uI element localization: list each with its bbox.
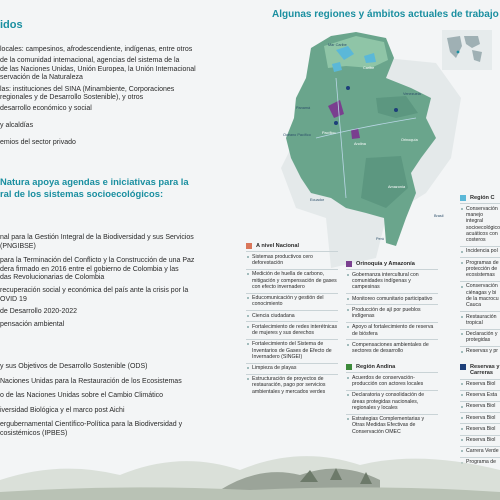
map-label: Ecuador bbox=[310, 198, 325, 202]
list-item: de Desarrollo 2020-2022 bbox=[0, 308, 78, 316]
list-item: Gobernanza intercultural con comunidades indígenas y campesinas bbox=[346, 269, 438, 290]
list-item: o de las Naciones Unidas sobre el Cambio Climático bbox=[0, 392, 164, 400]
list-item: Declaratoria y consolidación de áreas protegidas nacionales, regionales y locales bbox=[346, 390, 438, 411]
landscape-illustration bbox=[0, 420, 500, 500]
box-header: Reservas y Carreras bbox=[460, 362, 500, 379]
map-label: Pacífico bbox=[322, 131, 336, 135]
color-swatch bbox=[460, 195, 466, 201]
list-item: Reserva Esta bbox=[460, 390, 500, 399]
list-item: Declaración y protegidas bbox=[460, 329, 500, 344]
list-item: Sistemas productivos cero deforestación bbox=[246, 251, 338, 266]
map-label: Perú bbox=[376, 237, 385, 241]
map-label: Mar Caribe bbox=[328, 43, 347, 47]
color-swatch bbox=[246, 243, 252, 249]
box-national bbox=[246, 241, 338, 397]
list-item: Estructuración de proyectos de restauración, pago por servicios ambientales y mercados verdes bbox=[246, 374, 338, 395]
list-item: Estrategias Complementarias y Otras Medidas Efectivas de Conservación OMEC bbox=[346, 414, 438, 435]
list-item: Reserva Biol bbox=[460, 435, 500, 444]
list-item: Ciencia ciudadana bbox=[246, 310, 338, 319]
list-item: Reserva Biol bbox=[460, 379, 500, 388]
list-item: desarrollo económico y social bbox=[0, 105, 92, 113]
list-item: Apoyo al fortalecimiento de reserva de biósfera bbox=[346, 322, 438, 337]
list-item: Limpieza de playas bbox=[246, 363, 338, 372]
list-item: Fortalecimiento del Sistema de Inventarios de Gases de Efecto de Invernadero (SINGEI) bbox=[246, 339, 338, 360]
list-item: Medición de huella de carbono, mitigación y compensación de gases con efecto invernadero bbox=[246, 269, 338, 290]
list-item: Programas de protección de ecosistemas bbox=[460, 257, 500, 278]
list-item: Carrera Verde bbox=[460, 446, 500, 455]
map-label: Brasil bbox=[434, 214, 444, 218]
list-item: locales: campesinos, afrodescendiente, indígenas, entre otros bbox=[0, 46, 193, 53]
list-item: Compensaciones ambientales de sectores de desarrollo bbox=[346, 339, 438, 354]
list-item: nal para la Gestión Integral de la Biodiversidad y sus Servicios (PNGIBSE) bbox=[0, 234, 194, 250]
list-item: Conservación ciénagas y bi de la macrocu Cauca bbox=[460, 281, 500, 309]
list-item: y sus Objetivos de Desarrollo Sostenible (ODS) bbox=[0, 363, 148, 370]
list-item: Educomunicación y gestión del conocimiento bbox=[246, 293, 338, 308]
map-label: Venezuela bbox=[403, 92, 421, 96]
box-header: Región Andina bbox=[346, 362, 438, 372]
map-label: Andina bbox=[354, 142, 366, 146]
list-item: Programa de bbox=[460, 457, 500, 466]
list-item: Reserva Biol bbox=[460, 412, 500, 421]
list-item: de la comunidad internacional, agencias del sistema de la de las Naciones Unidas, Unión Europea, la Unión Internacional servación de la Naturaleza bbox=[0, 57, 196, 82]
color-swatch bbox=[460, 364, 466, 370]
list-item: emios del sector privado bbox=[0, 138, 76, 146]
color-swatch bbox=[346, 261, 352, 267]
actors-list bbox=[0, 46, 228, 150]
box-caribe bbox=[460, 193, 500, 357]
box-orinoquia bbox=[346, 259, 438, 357]
map-label: Caribe bbox=[363, 66, 375, 70]
list-item: Fortalecimiento de redes interétnicas de mujeres y sus derechos bbox=[246, 321, 338, 336]
list-item: las: instituciones del SINA (Minambiente, Corporaciones regionales y de Desarrollo Sostenible), y otros bbox=[0, 85, 175, 102]
map-label: Orinoquía bbox=[401, 138, 418, 142]
list-item: Naciones Unidas para la Restauración de los Ecosistemas bbox=[0, 377, 182, 385]
list-item: Reservas y pr bbox=[460, 346, 500, 355]
map-label: Panamá bbox=[296, 106, 311, 110]
box-header: A nivel Nacional bbox=[246, 241, 338, 251]
list-item: para la Terminación del Conflicto y la Construcción de una Paz dera firmado en 2016 entre el gobierno de Colombia y las das Revolucionarias de Colombia bbox=[0, 257, 195, 282]
list-item: Monitoreo comunitario participativo bbox=[346, 293, 438, 302]
section-title-actors: idos bbox=[0, 19, 23, 31]
world-inset-map bbox=[442, 30, 492, 70]
map-label: Océano Pacífico bbox=[283, 133, 311, 137]
map-title: Algunas regiones y ámbitos actuales de trabajo bbox=[272, 9, 499, 20]
list-item: Incidencia pol bbox=[460, 246, 500, 255]
box-header: Orinoquía y Amazonía bbox=[346, 259, 438, 269]
list-item: Reserva Biol bbox=[460, 423, 500, 432]
section-title-agendas: Natura apoya agendas e iniciativas para la ral de los sistemas socioecológicos: bbox=[0, 176, 189, 199]
list-item: Acuerdos de conservación-producción con actores locales bbox=[346, 372, 438, 387]
list-item: pensación ambiental bbox=[0, 320, 65, 328]
list-item: iversidad Biológica y el marco post Aichi bbox=[0, 406, 125, 414]
list-item: ergubernamental Científico-Política para la Biodiversidad y cosistémicos (IPBES) bbox=[0, 421, 183, 437]
list-item: Restauración tropical bbox=[460, 311, 500, 326]
list-item: Conservación manejo integral socioecológico acuáticos con costeros bbox=[460, 203, 500, 243]
color-swatch bbox=[346, 364, 352, 370]
list-item: recuperación social y económica del país ante la crisis por la OVID 19 bbox=[0, 286, 189, 303]
agendas-list bbox=[0, 234, 228, 332]
list-item: Reserva Biol bbox=[460, 401, 500, 410]
list-item: y alcaldías bbox=[0, 121, 34, 129]
list-item: Producción de ají por pueblos indígenas bbox=[346, 304, 438, 319]
map-label: Amazonía bbox=[388, 185, 406, 189]
box-header: Región C bbox=[460, 193, 500, 203]
